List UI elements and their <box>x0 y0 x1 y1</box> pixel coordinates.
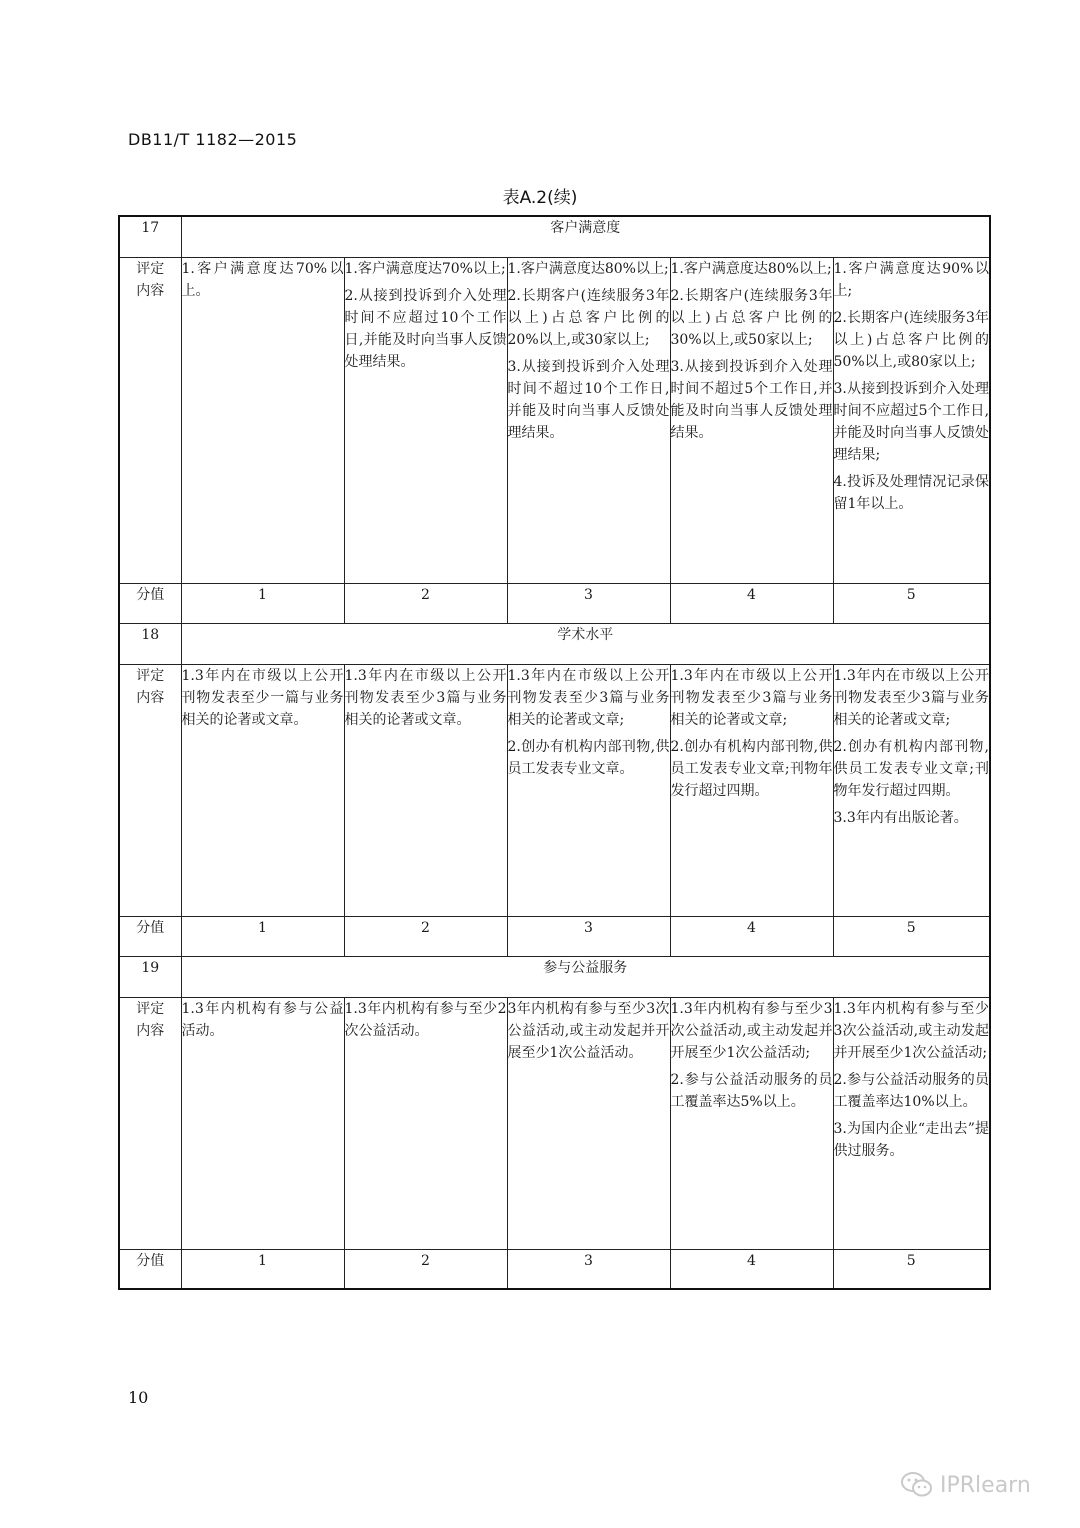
criteria-item: 1.3年内在市级以上公开刊物发表至少一篇与业务相关的论著或文章。 <box>181 667 344 728</box>
score-value: 4 <box>670 916 833 956</box>
criteria-item: 2.参与公益活动服务的员工覆盖率达5%以上。 <box>670 1071 833 1110</box>
section-content-row <box>119 257 990 583</box>
criteria-item: 2.创办有机构内部刊物,供员工发表专业文章;刊物年发行超过四期。 <box>833 738 990 799</box>
criteria-item: 2.创办有机构内部刊物,供员工发表专业文章。 <box>507 738 670 777</box>
watermark-text: IPRlearn <box>940 1472 1031 1498</box>
criteria-item: 3.从接到投诉到介入处理时间不超过5个工作日,并能及时向当事人反馈处理结果。 <box>670 358 833 441</box>
criteria-item: 3.从接到投诉到介入处理时间不应超过5个工作日,并能及时向当事人反馈处理结果; <box>833 380 990 463</box>
row-label-text: 评定 <box>136 260 165 277</box>
criteria-cell <box>507 664 670 916</box>
score-value: 1 <box>181 916 344 956</box>
row-label-evaluation <box>119 997 181 1249</box>
criteria-item: 2.长期客户(连续服务3年以上)占总客户比例的50%以上,或80家以上; <box>833 309 990 370</box>
criteria-item: 1.3年内在市级以上公开刊物发表至少3篇与业务相关的论著或文章; <box>833 667 990 728</box>
row-label-text: 内容 <box>136 689 165 706</box>
criteria-item: 3.从接到投诉到介入处理时间不超过10个工作日,并能及时向当事人反馈处理结果。 <box>507 358 670 441</box>
criteria-item: 1.客户满意度达90%以上; <box>833 260 990 299</box>
score-label: 分值 <box>119 583 181 623</box>
criteria-item: 3.3年内有出版论著。 <box>833 809 968 826</box>
section-number: 19 <box>119 956 181 997</box>
criteria-cell <box>833 997 990 1249</box>
criteria-cell <box>507 257 670 583</box>
score-value: 3 <box>507 916 670 956</box>
criteria-item: 1.3年内在市级以上公开刊物发表至少3篇与业务相关的论著或文章。 <box>344 667 507 728</box>
document-code: DB11/T 1182—2015 <box>128 130 298 149</box>
criteria-cell <box>181 664 344 916</box>
criteria-item: 3.为国内企业“走出去”提供过服务。 <box>833 1120 990 1159</box>
wechat-icon <box>900 1470 934 1500</box>
criteria-item: 1.3年内机构有参与至少2次公益活动。 <box>344 1000 507 1039</box>
score-value: 2 <box>344 1249 507 1289</box>
section-header-row <box>119 956 990 997</box>
row-label-evaluation <box>119 664 181 916</box>
score-value: 1 <box>181 583 344 623</box>
criteria-cell <box>344 257 507 583</box>
criteria-cell <box>833 257 990 583</box>
score-value: 1 <box>181 1249 344 1289</box>
criteria-cell <box>670 257 833 583</box>
section-header-row <box>119 216 990 257</box>
criteria-item: 2.长期客户(连续服务3年以上)占总客户比例的20%以上,或30家以上; <box>507 287 670 348</box>
criteria-item: 2.参与公益活动服务的员工覆盖率达10%以上。 <box>833 1071 990 1110</box>
score-value: 3 <box>507 583 670 623</box>
section-title: 参与公益服务 <box>181 956 990 997</box>
section-score-row <box>119 583 990 623</box>
section-number: 17 <box>119 216 181 257</box>
criteria-item: 1.客户满意度达70%以上。 <box>181 260 344 299</box>
section-title: 学术水平 <box>181 623 990 664</box>
criteria-item: 1.3年内机构有参与公益活动。 <box>181 1000 344 1039</box>
section-header-row <box>119 623 990 664</box>
criteria-cell <box>833 664 990 916</box>
section-content-row <box>119 664 990 916</box>
table-title: 表A.2(续) <box>502 188 578 208</box>
criteria-item: 2.长期客户(连续服务3年以上)占总客户比例的30%以上,或50家以上; <box>670 287 833 348</box>
criteria-item: 2.创办有机构内部刊物,供员工发表专业文章;刊物年发行超过四期。 <box>670 738 833 799</box>
criteria-cell <box>507 997 670 1249</box>
row-label-text: 内容 <box>136 282 165 299</box>
section-score-row <box>119 916 990 956</box>
page-number: 10 <box>128 1388 149 1407</box>
criteria-item: 4.投诉及处理情况记录保留1年以上。 <box>833 473 990 512</box>
score-label: 分值 <box>119 1249 181 1289</box>
criteria-item: 1.客户满意度达80%以上; <box>507 260 669 277</box>
score-label: 分值 <box>119 916 181 956</box>
row-label-text: 评定 <box>136 1000 165 1017</box>
criteria-item: 1.3年内在市级以上公开刊物发表至少3篇与业务相关的论著或文章; <box>670 667 833 728</box>
criteria-cell <box>181 997 344 1249</box>
score-value: 4 <box>670 583 833 623</box>
score-value: 4 <box>670 1249 833 1289</box>
criteria-item: 3年内机构有参与至少3次公益活动,或主动发起并开展至少1次公益活动。 <box>507 1000 670 1061</box>
score-value: 2 <box>344 583 507 623</box>
criteria-cell <box>344 997 507 1249</box>
row-label-text: 评定 <box>136 667 165 684</box>
score-value: 5 <box>833 1249 990 1289</box>
criteria-item: 1.客户满意度达70%以上; <box>344 260 506 277</box>
criteria-item: 1.3年内在市级以上公开刊物发表至少3篇与业务相关的论著或文章; <box>507 667 670 728</box>
section-score-row <box>119 1249 990 1289</box>
criteria-cell <box>670 997 833 1249</box>
criteria-item: 1.3年内机构有参与至少3次公益活动,或主动发起并开展至少1次公益活动; <box>833 1000 990 1061</box>
watermark <box>900 1470 1031 1500</box>
section-content-row <box>119 997 990 1249</box>
score-value: 5 <box>833 916 990 956</box>
section-title: 客户满意度 <box>181 216 990 257</box>
evaluation-table <box>118 215 991 1290</box>
score-value: 5 <box>833 583 990 623</box>
criteria-cell <box>670 664 833 916</box>
criteria-cell <box>181 257 344 583</box>
row-label-evaluation <box>119 257 181 583</box>
criteria-item: 1.3年内机构有参与至少3次公益活动,或主动发起并开展至少1次公益活动; <box>670 1000 833 1061</box>
score-value: 2 <box>344 916 507 956</box>
criteria-cell <box>344 664 507 916</box>
row-label-text: 内容 <box>136 1022 165 1039</box>
section-number: 18 <box>119 623 181 664</box>
criteria-item: 2.从接到投诉到介入处理时间不应超过10个工作日,并能及时向当事人反馈处理结果。 <box>344 287 507 370</box>
criteria-item: 1.客户满意度达80%以上; <box>670 260 832 277</box>
score-value: 3 <box>507 1249 670 1289</box>
